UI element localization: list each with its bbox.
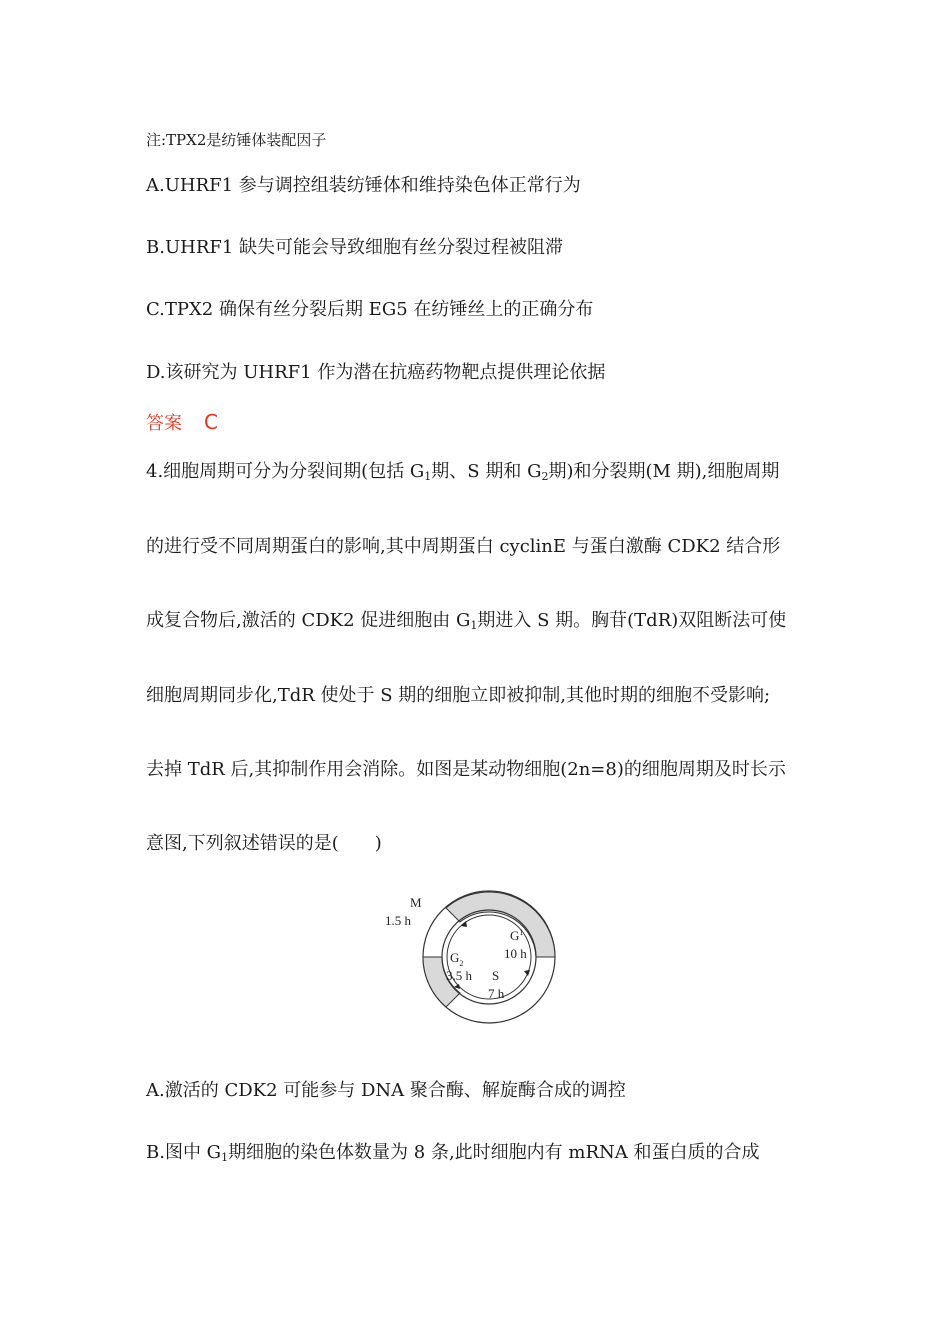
- q4-line-6: 意图,下列叙述错误的是( ): [146, 833, 382, 854]
- cell-cycle-diagram: [380, 878, 570, 1038]
- q4-line-4: 细胞周期同步化,TdR 使处于 S 期的细胞立即被抑制,其他时期的细胞不受影响;: [146, 685, 771, 706]
- answer-value: C: [204, 410, 218, 434]
- q3-option-c: C.TPX2 确保有丝分裂后期 EG5 在纺锤丝上的正确分布: [146, 299, 594, 320]
- answer-label: 答案: [146, 413, 182, 434]
- g2-time: 3.5 h: [446, 968, 472, 983]
- q4-line-1: 4.细胞周期可分为分裂间期(包括 $G_1$期、S 期和 $G_2$期)和分裂期(M 期),细胞周期: [146, 461, 780, 483]
- q4-line-2: 的进行受不同周期蛋白的影响,其中周期蛋白 cyclinE 与蛋白激酶 CDK2 结合形: [146, 536, 781, 557]
- q4-option-a: A.激活的 CDK2 可能参与 DNA 聚合酶、解旋酶合成的调控: [146, 1080, 626, 1101]
- note-text: 注:TPX2是纺锤体装配因子: [146, 131, 327, 149]
- s-label: S: [492, 968, 500, 983]
- answer-line: [146, 410, 218, 436]
- q4-line-5: 去掉 TdR 后,其抑制作用会消除。如图是某动物细胞(2n=8)的细胞周期及时长示: [146, 759, 786, 780]
- q4-line-3: 成复合物后,激活的 CDK2 促进细胞由 $G_1$期进入 S 期。胸苷(TdR)双阻断法可使: [146, 610, 787, 632]
- m-time: 1.5 h: [385, 913, 411, 928]
- q4-option-b: B.图中 $G_1$期细胞的染色体数量为 8 条,此时细胞内有 mRNA 和蛋白质的合成: [146, 1142, 760, 1164]
- g2-label: $G_2$: [450, 950, 464, 968]
- g1-time: 10 h: [504, 946, 527, 961]
- q3-option-b: B.UHRF1 缺失可能会导致细胞有丝分裂过程被阻滞: [146, 237, 564, 258]
- q3-option-d: D.该研究为 UHRF1 作为潜在抗癌药物靶点提供理论依据: [146, 362, 606, 383]
- q3-option-a: A.UHRF1 参与调控组装纺锤体和维持染色体正常行为: [146, 175, 581, 196]
- g1-label: $G^1$: [510, 928, 524, 943]
- m-label: M: [410, 895, 422, 910]
- s-time: 7 h: [488, 986, 505, 1001]
- arrow-top-icon: [461, 921, 467, 927]
